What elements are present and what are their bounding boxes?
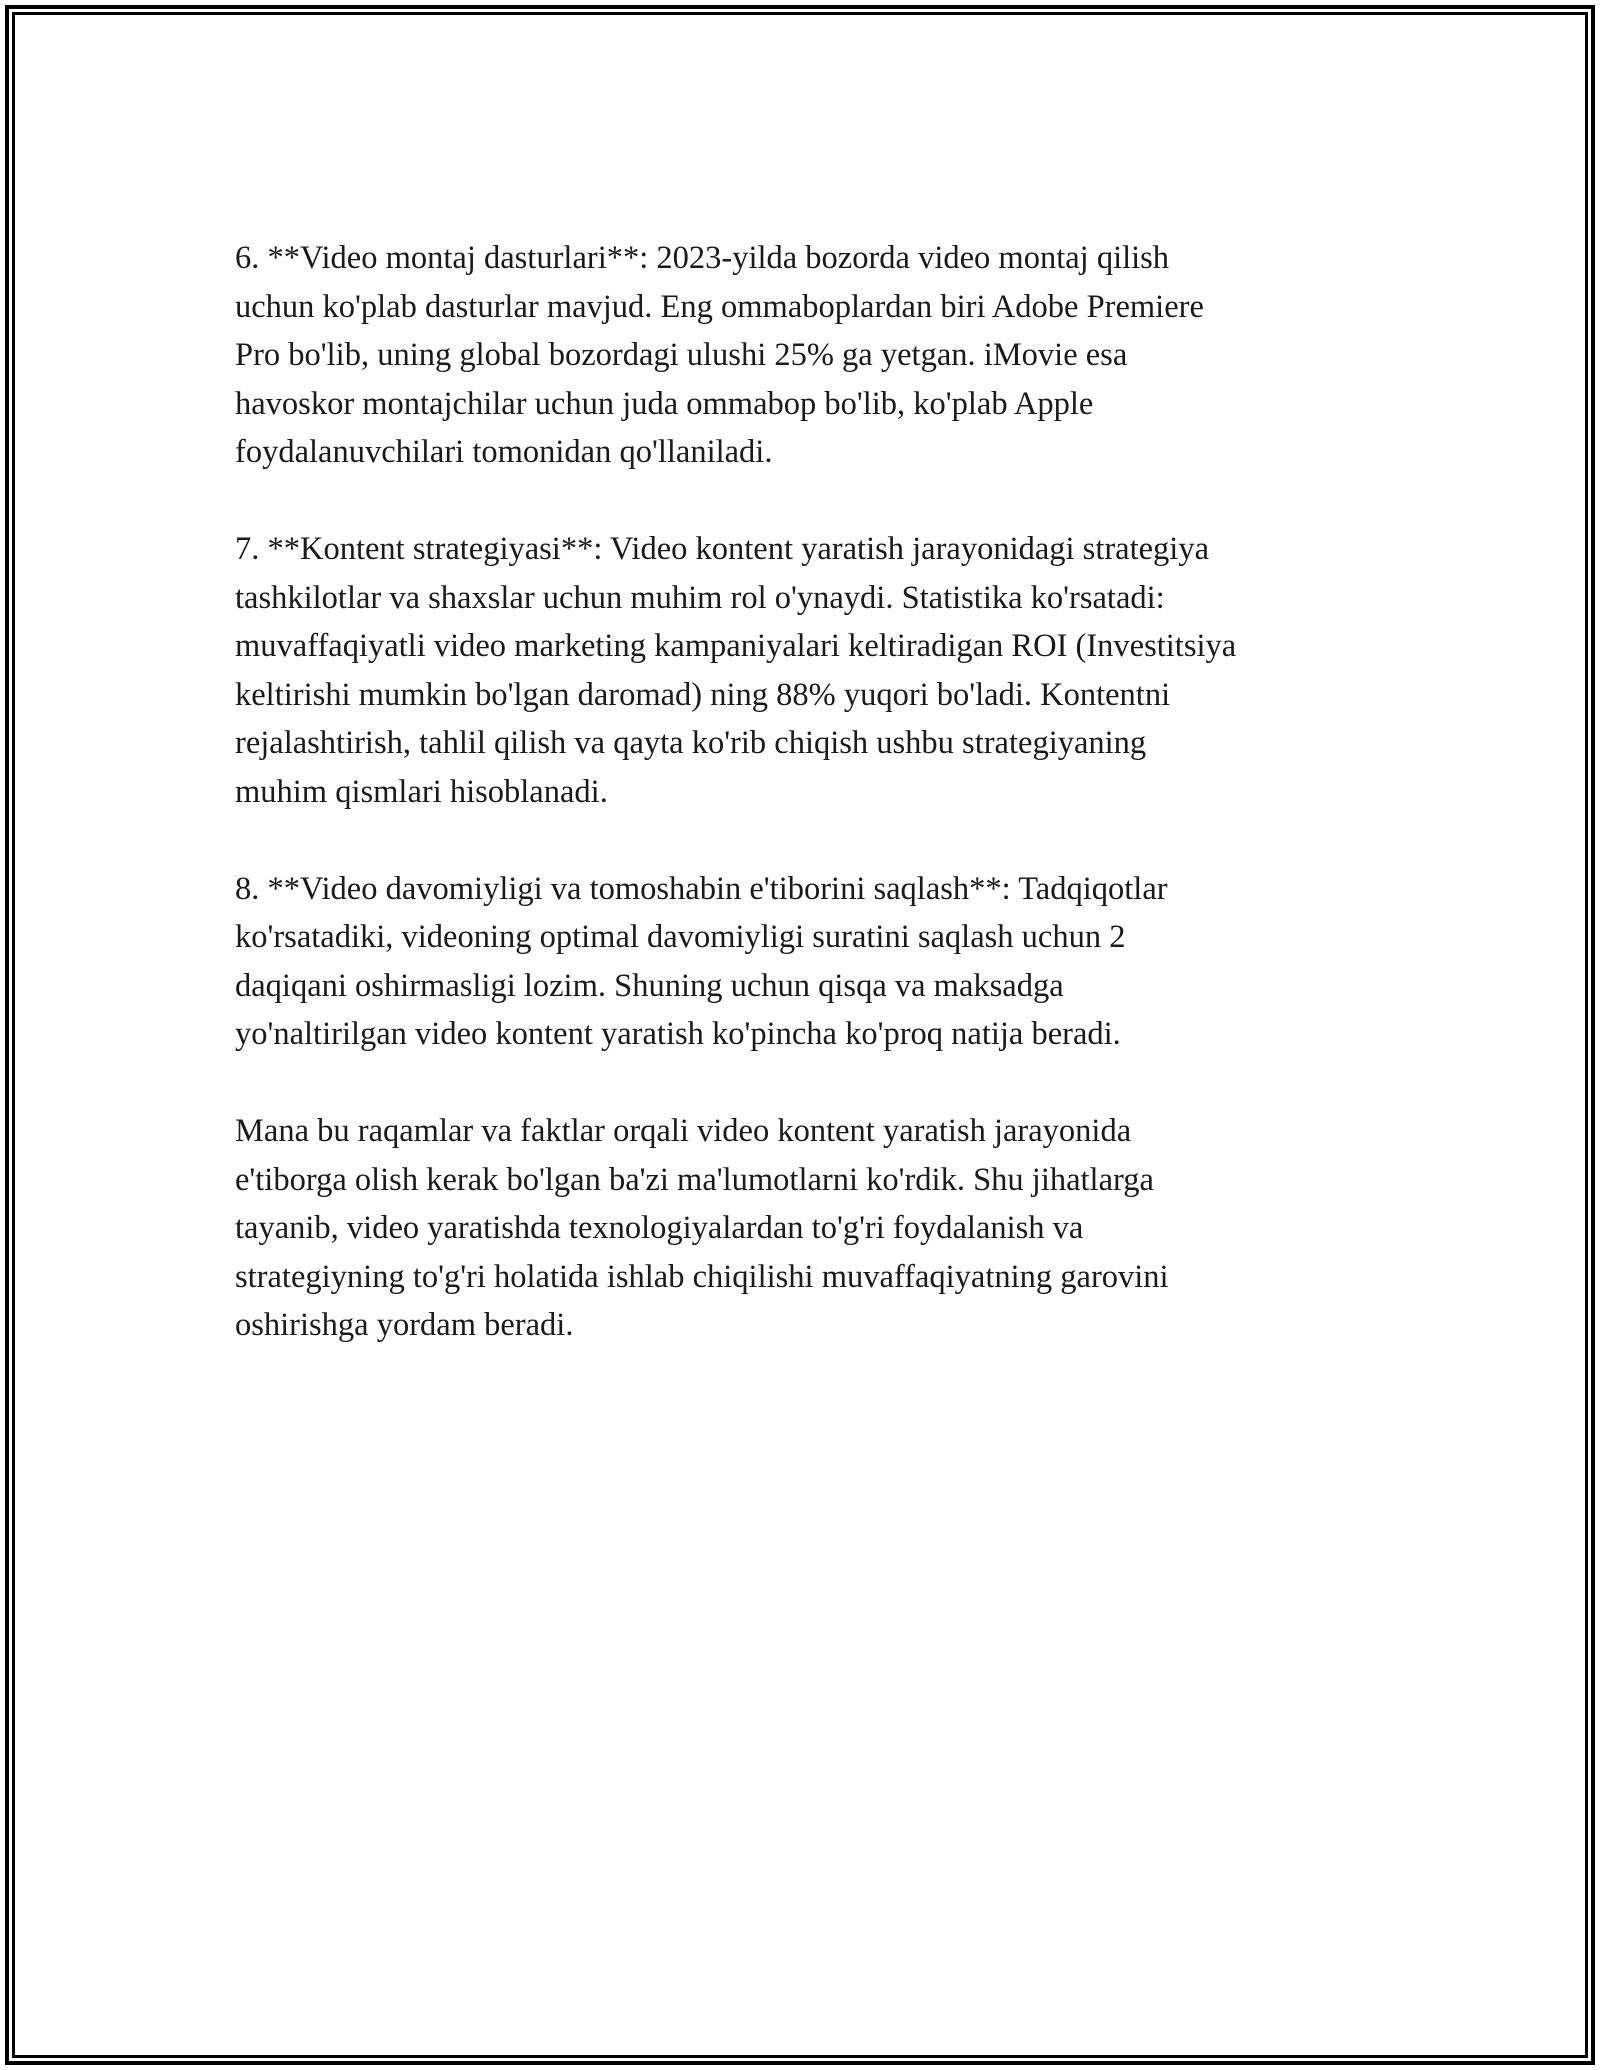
paragraph-conclusion: Mana bu raqamlar va faktlar orqali video kontent yaratish jarayonida e'tiborga olish kerak bo'lgan ba'zi ma'lumotlarni ko'rdik. Shu jihatlarga tayanib, video yaratishda texnologiyalardan to'g'ri foydalanish va strategiyning to'g'ri holatida ishlab chiqilishi muvaffaqiyatning garovini oshirishga yordam beradi. [235, 1113, 1169, 1343]
document-body [235, 234, 1395, 1398]
paragraph-video-montaj-dasturlari: 6. **Video montaj dasturlari**: 2023-yilda bozorda video montaj qilish uchun ko'plab dasturlar mavjud. Eng ommaboplardan biri Adobe Premiere Pro bo'lib, uning global bozordagi ulushi 25% ga yetgan. iMovie esa havoskor montajchilar uchun juda ommabop bo'lib, ko'plab Apple foydalanuvchilari tomonidan qo'llaniladi. [235, 240, 1204, 470]
paragraph-video-davomiyligi: 8. **Video davomiyligi va tomoshabin e'tiborini saqlash**: Tadqiqotlar ko'rsatadiki, videoning optimal davomiyligi suratini saqlash uchun 2 daqiqani oshirmasligi lozim. Shuning uchun qisqa va maksadga yo'naltirilgan video kontent yaratish ko'pincha ko'proq natija beradi. [235, 870, 1168, 1052]
paragraph-kontent-strategiyasi: 7. **Kontent strategiyasi**: Video kontent yaratish jarayonidagi strategiya tashkilotlar va shaxslar uchun muhim rol o'ynaydi. Statistika ko'rsatadi: muvaffaqiyatli video marketing kampaniyalari keltiradigan ROI (Investitsiya keltirishi mumkin bo'lgan daromad) ning 88% yuqori bo'ladi. Kontentni rejalashtirish, tahlil qilish va qayta ko'rib chiqish ushbu strategiyaning muhim qismlari hisoblanadi. [235, 531, 1237, 810]
